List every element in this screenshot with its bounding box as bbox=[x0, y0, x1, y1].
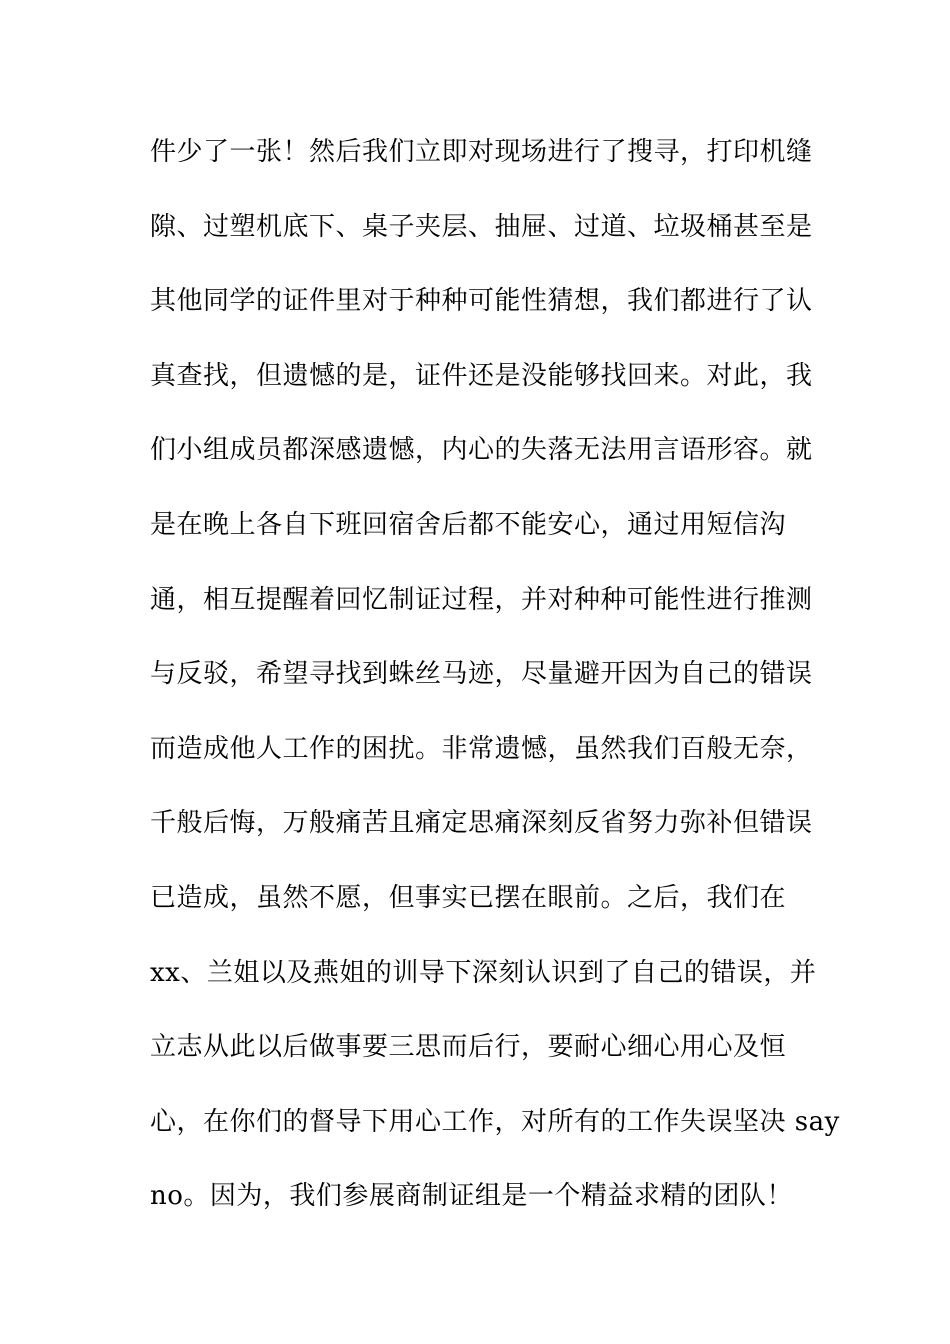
text-line-2: 隙、过塑机底下、桌子夹层、抽屉、过道、垃圾桶甚至是 bbox=[150, 211, 813, 242]
text-line-7: 通，相互提醒着回忆制证过程，并对种种可能性进行推测 bbox=[150, 584, 813, 615]
text-line-9: 而造成他人工作的困扰。非常遗憾，虽然我们百般无奈， bbox=[150, 733, 813, 764]
text-line-5: 们小组成员都深感遗憾，内心的失落无法用言语形容。就 bbox=[150, 435, 813, 466]
text-line-10: 千般后悔，万般痛苦且痛定思痛深刻反省努力弥补但错误 bbox=[150, 808, 813, 839]
body-text bbox=[150, 130, 840, 1249]
text-line-14: 心，在你们的督导下用心工作，对所有的工作失误坚决 say bbox=[150, 1106, 840, 1137]
text-line-4: 真查找，但遗憾的是，证件还是没能够找回来。对此，我 bbox=[150, 360, 813, 391]
text-line-11: 已造成，虽然不愿，但事实已摆在眼前。之后，我们在 bbox=[150, 882, 787, 913]
text-line-15: no。因为，我们参展商制证组是一个精益求精的团队！ bbox=[150, 1181, 793, 1212]
text-line-12: xx、兰姐以及燕姐的训导下深刻认识到了自己的错误，并 bbox=[150, 957, 817, 988]
text-line-6: 是在晚上各自下班回宿舍后都不能安心，通过用短信沟 bbox=[150, 509, 787, 540]
text-line-1: 件少了一张！然后我们立即对现场进行了搜寻，打印机缝 bbox=[150, 137, 813, 167]
text-line-13: 立志从此以后做事要三思而后行，要耐心细心用心及恒 bbox=[150, 1032, 787, 1063]
text-line-8: 与反驳，希望寻找到蛛丝马迹，尽量避开因为自己的错误 bbox=[150, 659, 813, 690]
text-line-3: 其他同学的证件里对于种种可能性猜想，我们都进行了认 bbox=[150, 286, 813, 317]
